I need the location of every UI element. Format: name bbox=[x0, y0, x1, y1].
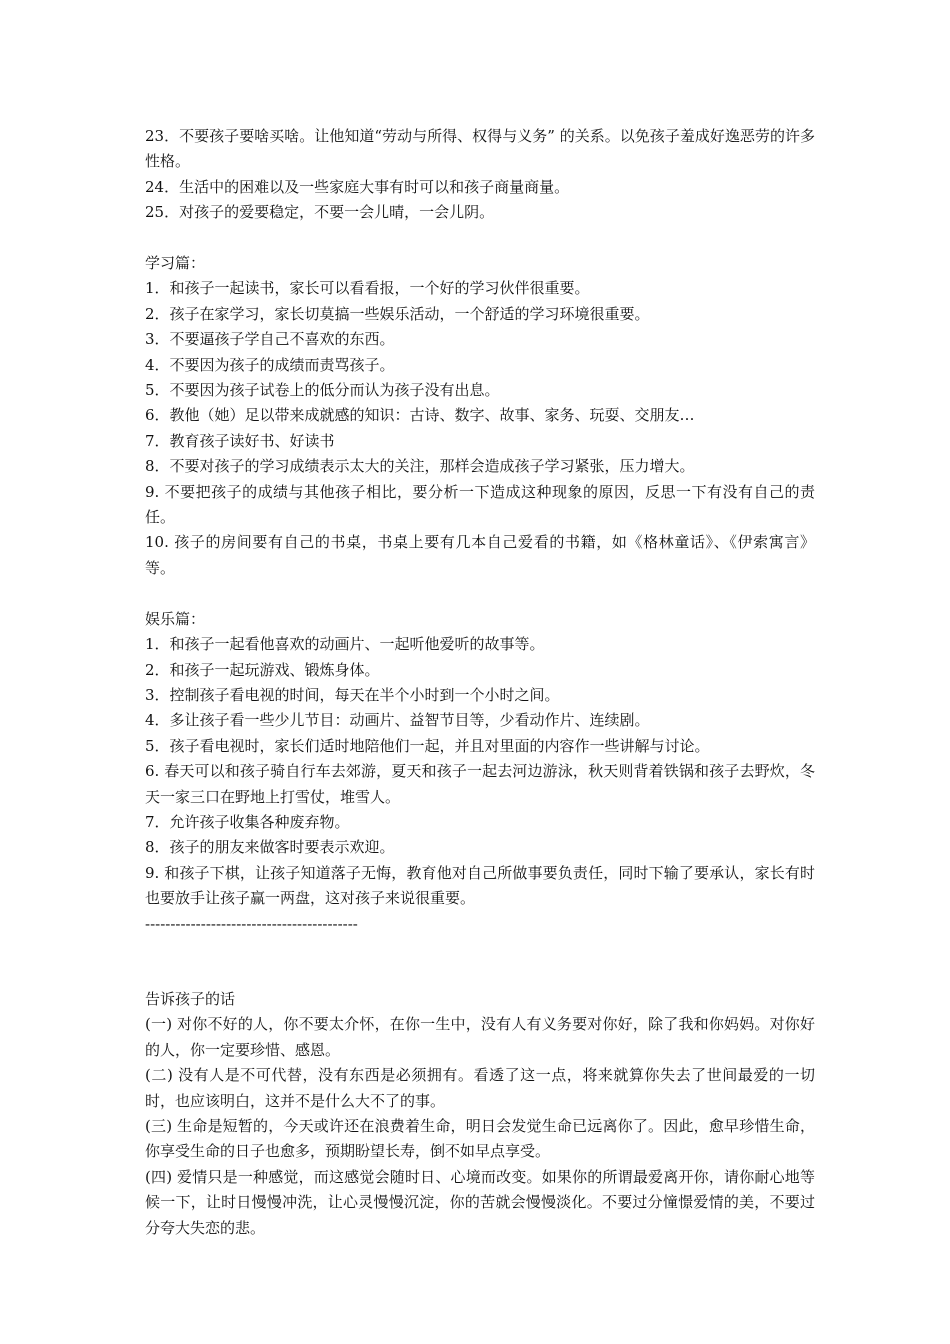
words-item-3: (三) 生命是短暂的，今天或许还在浪费着生命，明日会发觉生命已远离你了。因此，愈早珍惜生命，你享受生命的日子也愈多，预期盼望长寿，倒不如早点享受。 bbox=[145, 1117, 815, 1161]
section-divider: ------------------------------------------ bbox=[145, 914, 358, 933]
words-item-4: (四) 爱情只是一种感觉，而这感觉会随时日、心境而改变。如果你的所谓最爱离开你，请你耐心地等候一下，让时日慢慢冲洗，让心灵慢慢沉淀，你的苦就会慢慢淡化。不要过分憧憬爱情的美，不要过分夸大失恋的悲。 bbox=[145, 1167, 815, 1237]
study-item-5: 5．不要因为孩子试卷上的低分而认为孩子没有出息。 bbox=[145, 381, 500, 400]
family-item-25: 25．对孩子的爱要稳定，不要一会儿晴，一会儿阴。 bbox=[145, 203, 495, 222]
study-heading: 学习篇： bbox=[145, 254, 206, 273]
entertainment-item-8: 8．孩子的朋友来做客时要表示欢迎。 bbox=[145, 838, 395, 857]
study-item-9: 9. 不要把孩子的成绩与其他孩子相比，要分析一下造成这种现象的原因，反思一下有没有自己的责任。 bbox=[145, 482, 815, 527]
study-item-8: 8．不要对孩子的学习成绩表示太大的关注，那样会造成孩子学习紧张，压力增大。 bbox=[145, 457, 695, 476]
entertainment-heading: 娱乐篇： bbox=[145, 609, 206, 628]
entertainment-item-9: 9. 和孩子下棋，让孩子知道落子无悔，教育他对自己所做事要负责任，同时下输了要承认，家长有时也要放手让孩子赢一两盘，这对孩子来说很重要。 bbox=[145, 863, 815, 908]
words-item-2: (二) 没有人是不可代替，没有东西是必须拥有。看透了这一点，将来就算你失去了世间最爱的一切时，也应该明白，这并不是什么大不了的事。 bbox=[145, 1066, 815, 1110]
entertainment-item-7: 7．允许孩子收集各种废弃物。 bbox=[145, 812, 350, 831]
family-item-24: 24．生活中的困难以及一些家庭大事有时可以和孩子商量商量。 bbox=[145, 177, 570, 196]
entertainment-item-4: 4．多让孩子看一些少儿节目：动画片、益智节目等，少看动作片、连续剧。 bbox=[145, 711, 650, 730]
words-item-1: (一) 对你不好的人，你不要太介怀，在你一生中，没有人有义务要对你好，除了我和你妈妈。对你好的人，你一定要珍惜、感恩。 bbox=[145, 1015, 815, 1059]
study-item-4: 4．不要因为孩子的成绩而责骂孩子。 bbox=[145, 355, 395, 374]
words-heading: 告诉孩子的话 bbox=[145, 989, 236, 1008]
study-item-10: 10. 孩子的房间要有自己的书桌，书桌上要有几本自己爱看的书籍，如《格林童话》、《伊索寓言》等。 bbox=[145, 533, 815, 577]
study-item-3: 3．不要逼孩子学自己不喜欢的东西。 bbox=[145, 330, 395, 349]
entertainment-item-5: 5．孩子看电视时，家长们适时地陪他们一起，并且对里面的内容作一些讲解与讨论。 bbox=[145, 736, 710, 755]
study-item-1: 1．和孩子一起读书，家长可以看看报，一个好的学习伙伴很重要。 bbox=[145, 279, 590, 298]
entertainment-item-2: 2．和孩子一起玩游戏、锻炼身体。 bbox=[145, 660, 380, 679]
blank-lines bbox=[145, 937, 815, 987]
entertainment-item-1: 1．和孩子一起看他喜欢的动画片、一起听他爱听的故事等。 bbox=[145, 635, 545, 654]
entertainment-item-6: 6. 春天可以和孩子骑自行车去郊游，夏天和孩子一起去河边游泳，秋天则背着铁锅和孩子去野炊，冬天一家三口在野地上打雪仗，堆雪人。 bbox=[145, 762, 815, 806]
study-item-7: 7．教育孩子读好书、好读书 bbox=[145, 431, 335, 450]
family-item-23: 23．不要孩子要啥买啥。让他知道“劳动与所得、权得与义务” 的关系。以免孩子羞成好逸恶劳的许多性格。 bbox=[145, 127, 815, 171]
entertainment-item-3: 3．控制孩子看电视的时间，每天在半个小时到一个小时之间。 bbox=[145, 685, 560, 704]
study-item-6: 6．教他（她）足以带来成就感的知识：古诗、数字、故事、家务、玩耍、交朋友… bbox=[145, 406, 695, 425]
blank-line bbox=[145, 226, 815, 251]
blank-line bbox=[145, 581, 815, 606]
document-page bbox=[145, 124, 815, 1241]
study-item-2: 2．孩子在家学习，家长切莫搞一些娱乐活动，一个舒适的学习环境很重要。 bbox=[145, 304, 650, 323]
